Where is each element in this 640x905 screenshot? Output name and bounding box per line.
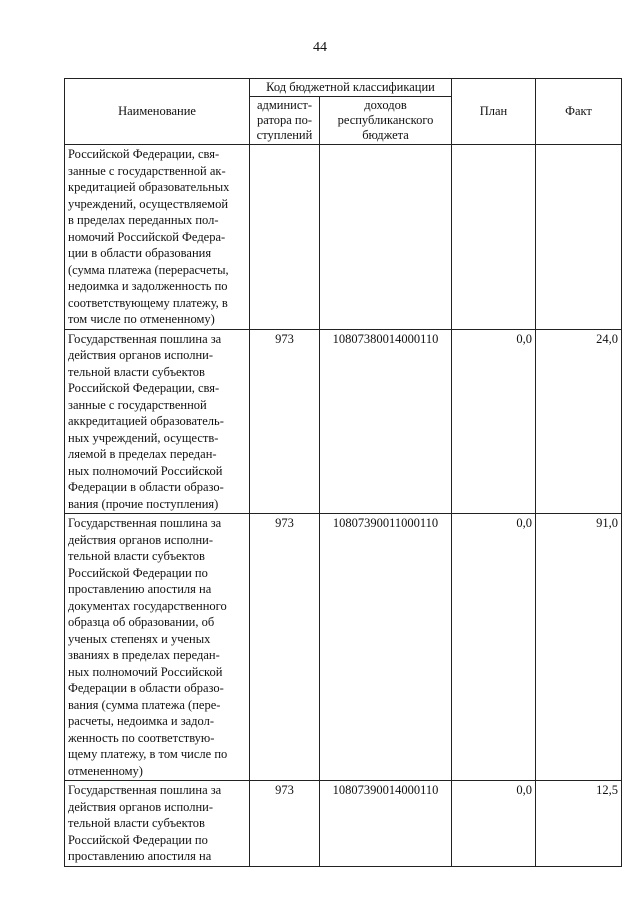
table-row (65, 781, 622, 867)
row-fact (536, 145, 622, 330)
header-admin: админист- ратора по- ступлений (250, 97, 320, 145)
row-name: Государственная пошлина за действия органов исполни- тельной власти субъектов Российской Федерации по проставлению апостиля на документах государственного образца об образовании, об ученых степенях и ученых званиях в пределах передан- ных полномочий Российской Федерации в области образо- вания (сумма платежа (пере- расчеты, недоимка и задол- женность по соответствую- щему платежу, в том числе по отмененному) (65, 514, 250, 781)
row-plan: 0,0 (452, 329, 536, 514)
header-kbk-group: Код бюджетной классификации (250, 79, 452, 97)
row-admin-code: 973 (250, 514, 320, 781)
row-admin-code: 973 (250, 329, 320, 514)
header-revenue: доходов республиканского бюджета (320, 97, 452, 145)
header-fact: Факт (536, 79, 622, 145)
row-plan: 0,0 (452, 514, 536, 781)
row-revenue-code: 10807390011000110 (320, 514, 452, 781)
row-admin-code (250, 145, 320, 330)
row-fact: 12,5 (536, 781, 622, 867)
row-plan (452, 145, 536, 330)
table-row (65, 329, 622, 514)
row-revenue-code: 10807390014000110 (320, 781, 452, 867)
row-plan: 0,0 (452, 781, 536, 867)
row-revenue-code: 10807380014000110 (320, 329, 452, 514)
row-name: Российской Федерации, свя- занные с государственной ак- кредитацией образовательных учреждений, осуществляемой в пределах переданных пол- номочий Российской Федера- ции в области образования (сумма платежа (перерасчеты, недоимка и задолженность по соответствующему платежу, в том числе по отмененному) (65, 145, 250, 330)
header-name: Наименование (65, 79, 250, 145)
row-fact: 24,0 (536, 329, 622, 514)
budget-table (64, 78, 622, 867)
header-plan: План (452, 79, 536, 145)
row-fact: 91,0 (536, 514, 622, 781)
row-admin-code: 973 (250, 781, 320, 867)
table-row (65, 514, 622, 781)
row-name: Государственная пошлина за действия органов исполни- тельной власти субъектов Российской Федерации, свя- занные с государственной аккредитацией образователь- ных учреждений, осуществ- ляемой в пределах передан- ных полномочий Российской Федерации в области образо- вания (прочие поступления) (65, 329, 250, 514)
page-number: 44 (313, 40, 327, 55)
row-name: Государственная пошлина за действия органов исполни- тельной власти субъектов Российской Федерации по проставлению апостиля на (65, 781, 250, 867)
row-revenue-code (320, 145, 452, 330)
table-row (65, 145, 622, 330)
header-row-1 (65, 79, 622, 97)
